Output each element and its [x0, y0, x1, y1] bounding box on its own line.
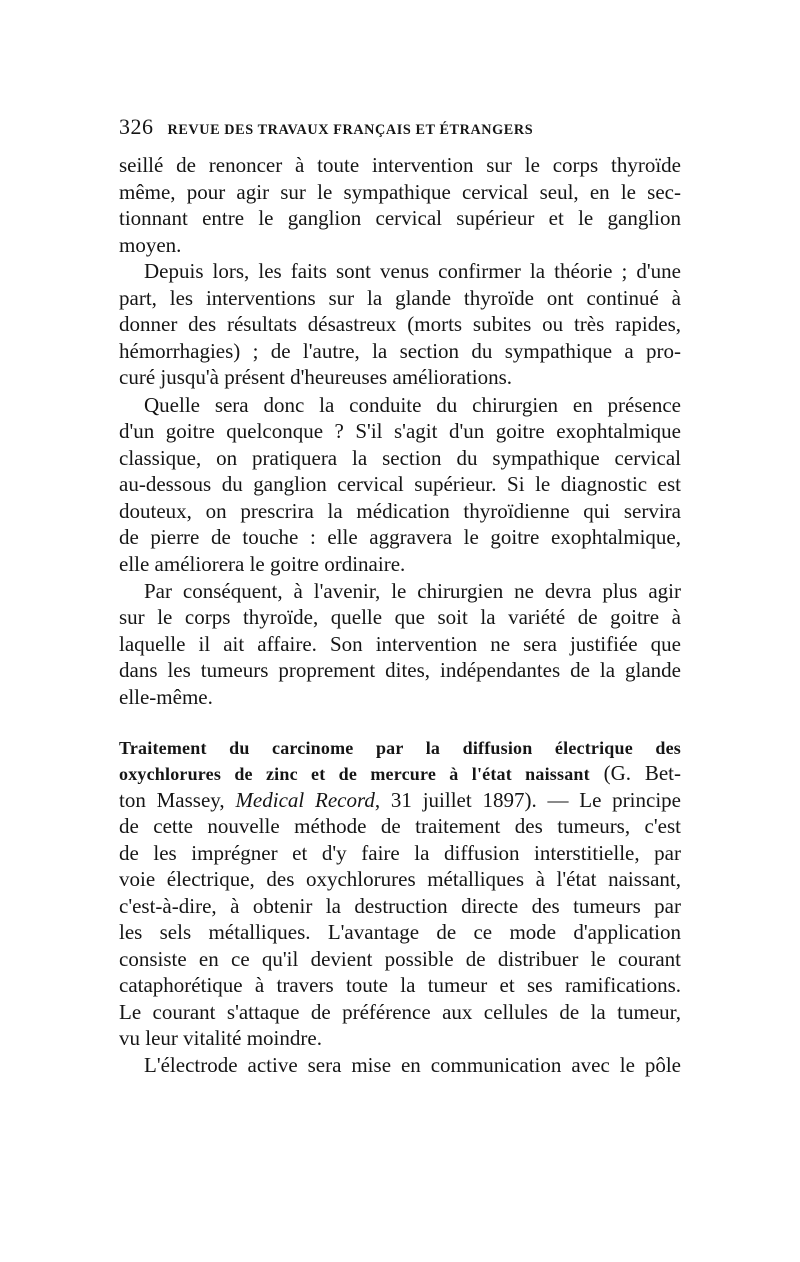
text-line: donner des résultats désastreux (morts subites ou très rapides,	[119, 312, 681, 336]
text-line: dans les tumeurs proprement dites, indépendantes de la glande	[119, 658, 681, 682]
text-line: de cette nouvelle méthode de traitement des tumeurs, c'est	[119, 814, 681, 838]
text-line: les sels métalliques. L'avantage de ce mode d'application	[119, 920, 681, 944]
citation-author: ton Massey,	[119, 788, 236, 812]
text-line: hémorrhagies) ; de l'autre, la section du sympathique a pro-	[119, 339, 681, 363]
text-line: au-dessous du ganglion cervical supérieur. Si le diagnostic est	[119, 472, 681, 496]
text-line: laquelle il ait affaire. Son intervention ne sera justifiée que	[119, 632, 681, 656]
citation-author: (G. Bet-	[589, 761, 681, 785]
text-line: Par conséquent, à l'avenir, le chirurgien ne devra plus agir	[144, 579, 681, 603]
text-line: tionnant entre le ganglion cervical supérieur et le ganglion	[119, 206, 681, 230]
text-line: vu leur vitalité moindre.	[119, 1026, 322, 1050]
text-line: Quelle sera donc la conduite du chirurgien en présence	[144, 393, 681, 417]
text-line: curé jusqu'à présent d'heureuses améliorations.	[119, 365, 513, 389]
text-line: de pierre de touche : elle aggravera le goitre exophtalmique,	[119, 525, 681, 549]
text-line: elle-même.	[119, 685, 213, 709]
citation-date: , 31 juillet 1897). — Le principe	[374, 788, 681, 812]
text-line: moyen.	[119, 233, 182, 257]
article-title-line	[119, 734, 681, 761]
text-line: cataphorétique à travers toute la tumeur et ses ramifications.	[119, 973, 681, 997]
text-line: elle améliorera le goitre ordinaire.	[119, 552, 406, 576]
article-title: oxychlorures de zinc et de mercure à l'état naissant	[119, 764, 590, 784]
text-line: classique, on pratiquera la section du sympathique cervical	[119, 446, 681, 470]
text-line: voie électrique, des oxychlorures métalliques à l'état naissant,	[119, 867, 681, 891]
text-line: douteux, on prescrira la médication thyroïdienne qui servira	[119, 499, 681, 523]
text-line: d'un goitre quelconque ? S'il s'agit d'un goitre exophtalmique	[119, 419, 681, 443]
running-title: REVUE DES TRAVAUX FRANÇAIS ET ÉTRANGERS	[167, 122, 534, 138]
text-line: L'électrode active sera mise en communication avec le pôle	[144, 1053, 681, 1077]
text-line: c'est-à-dire, à obtenir la destruction directe des tumeurs par	[119, 894, 681, 918]
text-line: consiste en ce qu'il devient possible de distribuer le courant	[119, 947, 681, 971]
text-line: sur le corps thyroïde, quelle que soit la variété de goitre à	[119, 605, 681, 629]
text-line: de les imprégner et d'y faire la diffusion interstitielle, par	[119, 841, 681, 865]
text-line: seillé de renoncer à toute intervention sur le corps thyroïde	[119, 153, 681, 177]
text-line: part, les interventions sur la glande thyroïde ont continué à	[119, 286, 681, 310]
page-header	[119, 114, 689, 144]
text-line: Depuis lors, les faits sont venus confirmer la théorie ; d'une	[144, 259, 681, 283]
article-title-line	[119, 760, 681, 787]
text-line: même, pour agir sur le sympathique cervical seul, en le sec-	[119, 180, 681, 204]
citation-journal: Medical Record	[235, 788, 375, 812]
citation-line	[119, 787, 681, 814]
article-title: Traitement du carcinome par la diffusion électrique des	[119, 738, 681, 758]
text-line: Le courant s'attaque de préférence aux cellules de la tumeur,	[119, 1000, 681, 1024]
page-number: 326	[119, 114, 154, 139]
